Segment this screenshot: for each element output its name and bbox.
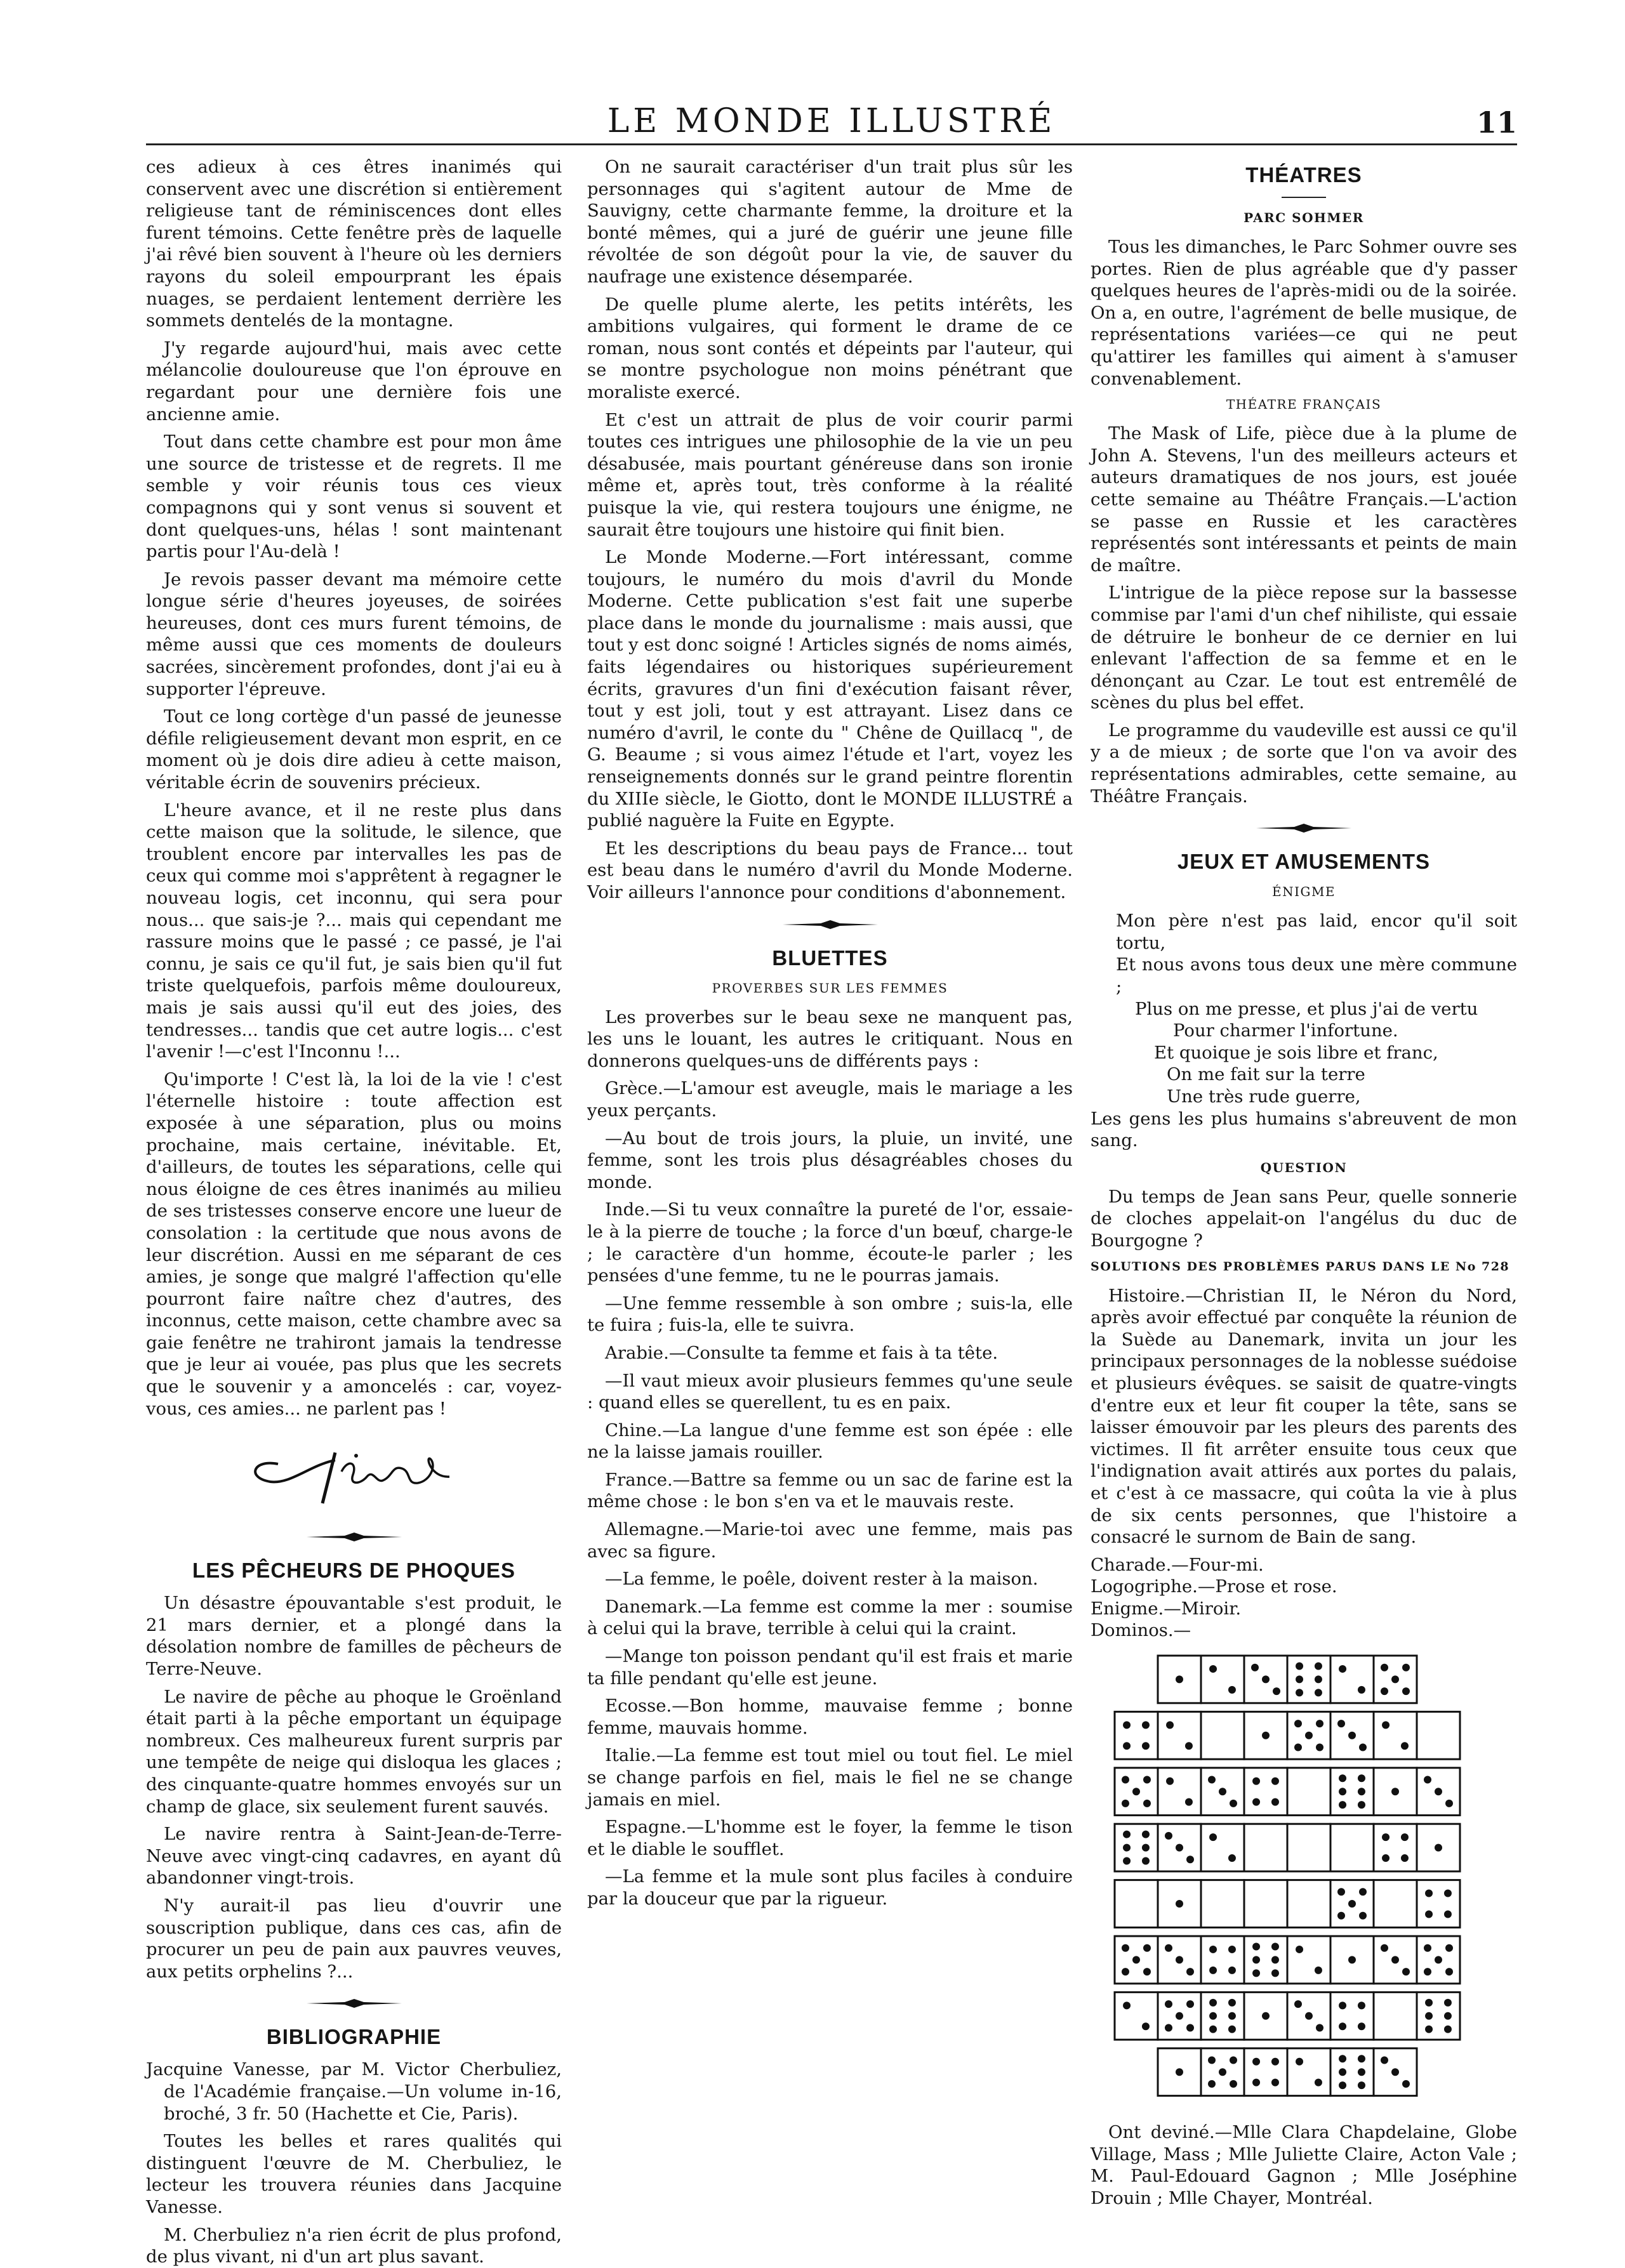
answer-line: Logogriphe.—Prose et rose. (1091, 1576, 1337, 1597)
domino-pip (1296, 1675, 1303, 1683)
paragraph: On ne saurait caractériser d'un trait plus sûr les personnages qui s'agitent autour de Mme de Sauvigny, cette charmante femme, la droiture et la bonté mêmes, qui a juré de guérir une jeune fille révoltée de son dégoût pour la vie, de sauver du naufrage une existence désemparée. (587, 157, 1073, 287)
enigme-poem (1091, 910, 1517, 1152)
domino-pip (1186, 1968, 1194, 1975)
domino-pip (1209, 1946, 1217, 1953)
domino-pip (1228, 1967, 1236, 1974)
paragraph: Tout dans cette chambre est pour mon âme une source de tristesse et de regrets. Il me semble y voir réunis tous ces vieux compagnons qui y sont venus si souvent et dont quelques-uns, hélas ! sont maintenant partis pour l'Au-delà ! (146, 432, 562, 562)
domino-pip (1339, 2001, 1346, 2009)
domino-cell (1201, 1656, 1244, 1703)
domino-pip (1122, 1968, 1129, 1975)
paragraph: N'y aurait-il pas lieu d'ouvrir une souscription publique, dans ces cas, afin de procurer un peu de pain aux pauvres veuves, aux petits orphelins ?... (146, 1895, 562, 1982)
column-3 (1091, 156, 1517, 2212)
section-ornament (1091, 822, 1517, 833)
domino-grid (1102, 1649, 1483, 2113)
domino-pip (1123, 2001, 1131, 2009)
domino-pip (1315, 2079, 1322, 2087)
domino-pip (1271, 1969, 1279, 1977)
domino-pip (1252, 1777, 1260, 1785)
domino-pip (1339, 2022, 1346, 2030)
domino-cell (1287, 2048, 1330, 2096)
paragraph: Les proverbes sur le beau sexe ne manquent pas, les uns le louant, les autres le critiquant. Nous en donnerons quelques-uns de différents pays : (587, 1006, 1073, 1071)
answer-line: Dominos.— (1091, 1620, 1191, 1641)
domino-pip (1339, 1801, 1346, 1809)
proverb: —Au bout de trois jours, la pluie, un invité, une femme, sont les trois plus désagréables choses du monde. (587, 1128, 1073, 1192)
poem-line: Pour charmer l'infortune. (1173, 1020, 1398, 1041)
domino-pip (1305, 2012, 1313, 2020)
section-title-bluettes: BLUETTES (772, 946, 888, 970)
domino-pip (1444, 1911, 1452, 1918)
domino-pip (1337, 1912, 1345, 1920)
domino-pip (1228, 1999, 1236, 2007)
paragraph: Le Monde Moderne.—Fort intéressant, comme toujours, le numéro du mois d'avril du Monde Moderne. Cette publication s'est fait une superbe place dans le monde du journalisme : mais aussi, que tout y est donc soigné ! Articles signés de noms aimés, faits légendaires ou historiques supérieurement écrits, gravures d'un fini d'exécution faisant rêver, tout y est joli, tout y est attrayant. Lisez dans ce numéro d'avril, le conte du " Chêne de Quillacq ", de G. Beaume ; si vous aimez l'étude et l'art, voyez les renseignements donnés sur le grand peintre florentin du XIIIe siècle, le Giotto, dont le MONDE ILLUSTRÉ a publié naguère la Fuite en Egypte. (587, 547, 1073, 831)
domino-pip (1381, 2057, 1388, 2064)
section-title-theatres: THÉATRES (1245, 163, 1362, 187)
section-title-bibliographie: BIBLIOGRAPHIE (266, 2025, 442, 2049)
section-ornament (146, 1998, 562, 2008)
poem-line: On me fait sur la terre (1167, 1064, 1365, 1085)
proverb: Danemark.—La femme est comme la mer : soumise à celui qui la brave, terrible à celui qui la craint. (587, 1596, 1073, 1639)
domino-pip (1445, 1800, 1453, 1807)
domino-pip (1166, 1721, 1174, 1729)
domino-pip (1445, 1968, 1453, 1975)
domino-pip (1271, 1777, 1279, 1785)
domino-pip (1262, 1675, 1270, 1683)
domino-pip (1209, 1665, 1217, 1673)
paragraph: Le navire de pêche au phoque le Groënland était parti à la pêche emportant un équipage nombreux. Ces malheureux furent surpris par une tempête de neige qui disloqua les glaces ; des cinquante-quatre hommes envoyés sur un champ de glace, six seulement furent sauvés. (146, 1686, 562, 1817)
domino-pip (1444, 2012, 1452, 2020)
domino-pip (1425, 1999, 1433, 2007)
domino-pip (1228, 2012, 1236, 2020)
domino-pip (1176, 2068, 1183, 2076)
bibliography-entry: Jacquine Vanesse, par M. Victor Cherbuliez, de l'Académie française.—Un volume in-16, broché, 3 fr. 50 (Hachette et Cie, Paris). (146, 2059, 562, 2124)
domino-cell (1417, 1711, 1460, 1759)
paragraph: Le navire rentra à Saint-Jean-de-Terre-Neuve avec vingt-cinq cadavres, en ayant dû abandonner vingt-trois. (146, 1824, 562, 1889)
domino-pip (1358, 1801, 1365, 1809)
domino-cell (1287, 1768, 1330, 1816)
domino-pip (1382, 1833, 1390, 1841)
domino-cell (1115, 1824, 1158, 1871)
domino-pip (1316, 1744, 1323, 1751)
domino-pip (1165, 1944, 1172, 1952)
domino-pip (1186, 2024, 1194, 2032)
domino-pip (1122, 1800, 1129, 1807)
domino-pip (1315, 1675, 1322, 1683)
domino-pip (1176, 2012, 1183, 2020)
domino-cell (1287, 1824, 1330, 1871)
domino-pip (1273, 1687, 1280, 1695)
domino-pip (1425, 2012, 1433, 2020)
domino-pip (1230, 1800, 1237, 1807)
domino-pip (1444, 2026, 1452, 2033)
poem-line: Et quoique je sois libre et franc, (1154, 1042, 1438, 1063)
domino-pip (1391, 1675, 1399, 1683)
domino-pip (1294, 1744, 1302, 1751)
paragraph: Et les descriptions du beau pays de France... tout est beau dans le numéro d'avril du Monde Moderne. Voir ailleurs l'annonce pour conditions d'abonnement. (587, 838, 1073, 902)
domino-cell (1201, 1936, 1244, 1984)
domino-pip (1219, 2068, 1226, 2076)
domino-pip (1425, 2026, 1433, 2033)
domino-cell (1374, 1824, 1417, 1871)
poem-line: Mon père n'est pas laid, encor qu'il soit tortu, (1116, 911, 1517, 953)
domino-pip (1142, 1857, 1150, 1865)
domino-cell (1287, 1880, 1330, 1928)
domino-pip (1402, 2080, 1410, 2088)
domino-pip (1176, 1956, 1183, 1963)
domino-cell (1244, 1880, 1287, 1928)
domino-pip (1143, 1800, 1151, 1807)
poem-line: Et nous avons tous deux une mère commune ; (1116, 954, 1517, 998)
paragraph: Du temps de Jean sans Peur, quelle sonnerie de cloches appelait-on l'angélus du duc de Bourgogne ? (1091, 1186, 1517, 1251)
paragraph: The Mask of Life, pièce due à la plume de John A. Stevens, l'un des meilleurs acteurs et auteurs dramatiques de nos jours, est jouée cette semaine au Théâtre Français.—L'action se passe en Russie et les caractères représentés sont intéressants et peints de main de maître. (1091, 423, 1517, 576)
domino-pip (1209, 1999, 1217, 2007)
domino-pip (1123, 1721, 1131, 1729)
domino-cell (1201, 1880, 1244, 1928)
proverb: Inde.—Si tu veux connaître la pureté de l'or, essaie-le à la pierre de touche ; la force d'un bœuf, charge-le ; le caractère d'un homme, écoute-le parler ; les pensées d'une femme, tu ne le pourras jamais. (587, 1199, 1073, 1286)
proverb: Italie.—La femme est tout miel ou tout fiel. Le miel se change parfois en fiel, mais le fiel ne se change jamais en miel. (587, 1745, 1073, 1810)
proverb: Espagne.—L'homme est le foyer, la femme le tison et le diable le soufflet. (587, 1817, 1073, 1859)
proverb: Allemagne.—Marie-toi avec une femme, mais pas avec sa figure. (587, 1519, 1073, 1562)
proverb: Chine.—La langue d'une femme est son épée : elle ne la laisse jamais rouiller. (587, 1420, 1073, 1463)
domino-pip (1435, 1844, 1442, 1852)
domino-pip (1359, 1888, 1367, 1895)
domino-pip (1424, 1776, 1431, 1784)
domino-pip (1252, 1969, 1260, 1977)
domino-cell (1201, 1992, 1244, 2040)
domino-pip (1142, 1742, 1150, 1750)
paragraph: L'intrigue de la pièce repose sur la bassesse commise par l'ami d'un chef nihiliste, qui essaie de détruire le bonheur de ce dernier en lui enlevant l'affection de sa femme et en le dénonçant au Czar. Le tout est entremêlé de scènes du plus bel effet. (1091, 583, 1517, 713)
domino-pip (1402, 1968, 1410, 1975)
domino-pip (1358, 2022, 1365, 2030)
domino-pip (1230, 2080, 1237, 2088)
domino-pip (1123, 1844, 1131, 1852)
domino-pip (1123, 1857, 1131, 1865)
domino-pip (1296, 2058, 1303, 2066)
poem-line: Plus on me presse, et plus j'ai de vertu (1135, 998, 1478, 1019)
proverb: —Il vaut mieux avoir plusieurs femmes qu'une seule : quand elles se querellent, tu es en paix. (587, 1370, 1073, 1413)
domino-pip (1123, 1742, 1131, 1750)
domino-pip (1445, 1944, 1453, 1952)
domino-cell (1115, 1711, 1158, 1759)
domino-cell (1374, 1880, 1417, 1928)
domino-pip (1262, 2012, 1270, 2020)
domino-pip (1176, 1844, 1183, 1852)
section-title-jeux: JEUX ET AMUSEMENTS (1177, 850, 1431, 874)
domino-pip (1339, 1774, 1346, 1782)
domino-pip (1209, 2012, 1217, 2020)
domino-pip (1348, 1900, 1356, 1908)
domino-pip (1185, 1742, 1193, 1750)
domino-pip (1252, 2058, 1260, 2066)
domino-pip (1294, 1720, 1302, 1727)
domino-pip (1123, 1831, 1131, 1838)
answer-line: Charade.—Four-mi. (1091, 1554, 1264, 1575)
domino-pip (1186, 2000, 1194, 2008)
domino-pip (1228, 2026, 1236, 2033)
domino-pip (1339, 2068, 1346, 2076)
subheading-parc-sohmer: PARC SOHMER (1244, 210, 1364, 225)
section-ornament (587, 919, 1073, 929)
domino-pip (1424, 1944, 1431, 1952)
domino-pip (1228, 1854, 1236, 1862)
domino-pip (1209, 1833, 1217, 1841)
domino-cell (1158, 1711, 1201, 1759)
domino-pip (1271, 1956, 1279, 1963)
domino-pip (1208, 1776, 1216, 1784)
domino-pip (1358, 1774, 1365, 1782)
section-subtitle-proverbes: PROVERBES SUR LES FEMMES (712, 980, 948, 996)
paragraph: De quelle plume alerte, les petits intérêts, les ambitions vulgaires, qui forment le drame de ce roman, nous sont contés et dépeints par l'auteur, qui se montre psychologue non moins pénétrant que moraliste exercé. (587, 294, 1073, 402)
domino-pip (1143, 1944, 1151, 1952)
domino-pip (1176, 1675, 1183, 1683)
domino-pip (1402, 1664, 1410, 1671)
domino-pip (1339, 1788, 1346, 1795)
domino-pip (1296, 1689, 1303, 1696)
domino-pip (1271, 1798, 1279, 1806)
domino-cell (1374, 1992, 1417, 2040)
domino-pip (1252, 1798, 1260, 1806)
domino-pip (1186, 1856, 1194, 1863)
domino-pip (1143, 1968, 1151, 1975)
domino-pip (1358, 2001, 1365, 2009)
domino-pip (1358, 2055, 1365, 2062)
domino-pip (1315, 1689, 1322, 1696)
domino-pip (1358, 1686, 1365, 1694)
proverb: —Une femme ressemble à son ombre ; suis-la, elle te fuira ; fuis-la, elle te suivra. (587, 1293, 1073, 1336)
domino-pip (1166, 1777, 1174, 1785)
subheading-question: QUESTION (1260, 1159, 1348, 1175)
domino-pip (1142, 1831, 1150, 1838)
domino-pip (1358, 2081, 1365, 2089)
domino-pip (1208, 2057, 1216, 2064)
domino-cell (1374, 1711, 1417, 1759)
domino-pip (1391, 1788, 1399, 1795)
domino-pip (1230, 2057, 1237, 2064)
domino-pip (1382, 1854, 1390, 1862)
domino-pip (1425, 1890, 1433, 1897)
paragraph: ces adieux à ces êtres inanimés qui conservent avec une discrétion si entièrement religieuse tant de réminiscences dont elles furent témoins. Cette fenêtre près de laquelle j'ai rêvé bien souvent à l'heure où les derniers rayons du soleil empourprant les épais nuages, se perdaient lentement derrière les sommets dentelés de la montagne. (146, 157, 562, 331)
domino-pip (1271, 2079, 1279, 2087)
domino-pip (1401, 1833, 1409, 1841)
domino-cell (1244, 1824, 1287, 1871)
domino-pip (1296, 1946, 1303, 1953)
domino-pip (1444, 1999, 1452, 2007)
column-1 (146, 156, 562, 2267)
domino-cell (1287, 1936, 1330, 1984)
domino-pip (1176, 1900, 1183, 1908)
domino-pip (1132, 1956, 1140, 1963)
domino-pip (1316, 1720, 1323, 1727)
domino-cell (1417, 1992, 1460, 2040)
domino-pip (1165, 1832, 1172, 1840)
paragraph: Je revois passer devant ma mémoire cette longue série d'heures joyeuses, de soirées heureuses, dont ces murs furent témoins, de même aussi que ces moments de douleurs sacrées, sincèrement profondes, dont j'ai eu à supporter l'épreuve. (146, 569, 562, 699)
header-rule (146, 143, 1517, 145)
proverb: —Mange ton poisson pendant qu'il est frais et marie ta fille pendant qu'elle est jeune. (587, 1646, 1073, 1689)
domino-pip (1339, 2055, 1346, 2062)
domino-pip (1251, 1664, 1259, 1671)
section-title-phoques: LES PÊCHEURS DE PHOQUES (192, 1559, 515, 1583)
domino-pip (1348, 1956, 1356, 1963)
page-number: 11 (1476, 105, 1517, 140)
domino-pip (1165, 2024, 1172, 2032)
domino-cell (1158, 1768, 1201, 1816)
domino-cell (1417, 1880, 1460, 1928)
domino-cell (1115, 1992, 1158, 2040)
domino-pip (1339, 1665, 1346, 1673)
domino-pip (1358, 1788, 1365, 1795)
subheading-enigme: ÉNIGME (1271, 884, 1336, 900)
domino-pip (1316, 2024, 1323, 2032)
newspaper-title: LE MONDE ILLUSTRÉ (607, 102, 1056, 140)
paragraph: Le programme du vaudeville est aussi ce qu'il y a de mieux ; de sorte que l'on va avoir des représentations admirables, cette semaine, au Théâtre Français. (1091, 720, 1517, 807)
short-rule (1282, 197, 1326, 198)
paragraph: Tous les dimanches, le Parc Sohmer ouvre ses portes. Rien de plus agréable que d'y passer quelques heures de l'après-midi ou de la soirée. On a, en outre, l'agrément de belle musique, de représentations variées—ce qui ne peut qu'attirer les familles qui aiment à s'amuser convenablement. (1091, 237, 1517, 389)
paragraph: Un désastre épouvantable s'est produit, le 21 mars dernier, et a plongé dans la désolation nombre de familles de pêcheurs de Terre-Neuve. (146, 1593, 562, 1680)
domino-pip (1296, 1663, 1303, 1670)
domino-pip (1401, 1854, 1409, 1862)
domino-pip (1444, 1890, 1452, 1897)
domino-pip (1228, 1686, 1236, 1694)
domino-pip (1391, 2068, 1399, 2076)
paragraph: Histoire.—Christian II, le Néron du Nord, après avoir effectué par conquête la réunion de la Suède au Danemark, invita un jour les principaux personnages de la noblesse suédoise et plusieurs évêques. se saisit de quatre-vingts d'entre eux et leur fit couper la tête, sans se laisser émouvoir par les pleurs des parents des victimes. Il fit arrêter ensuite tous ceux que l'indignation avait attirés aux portes du palais, et c'est à ce massacre, qui coûta la vie à plus de six cents personnes, que l'histoire a consacré le surnom de Bain de sang. (1091, 1285, 1517, 1548)
poem-line: Les gens les plus humains s'abreuvent de mon sang. (1091, 1108, 1517, 1151)
proverb: Arabie.—Consulte ta femme et fais à ta tête. (605, 1342, 998, 1363)
domino-pip (1402, 1687, 1410, 1695)
paragraph: M. Cherbuliez n'a rien écrit de plus profond, de plus vivant, ni d'un art plus savant. (146, 2224, 562, 2267)
domino-pip (1337, 1888, 1345, 1895)
domino-pip (1381, 1944, 1388, 1952)
domino-pip (1208, 2080, 1216, 2088)
domino-pip (1305, 1732, 1313, 1739)
domino-cell (1244, 1936, 1287, 1984)
domino-pip (1165, 2000, 1172, 2008)
paragraph: Qu'importe ! C'est là, la loi de la vie ! c'est l'éternelle histoire : toute affection est exposée à une séparation, plus ou moins prochaine, mais certaine, inévitable. Et, d'ailleurs, de toutes les séparations, celle qui nous éloigne de ces êtres inanimés au milieu de ses tristesses conserve encore une lueur de consolation : la certitude que nous avons de leur discrétion. Aussi en me séparant de ces amies, je songe que malgré l'affection qu'elle pourront faire naître chez d'autres, des inconnus, cette maison, cette chambre avec sa gaie fenêtre ne trahiront jamais la tendresse que je leur ai vouée, pas plus que les secrets que le souvenir y a amoncelés : car, voyez-vous, ces amies... ne parlent pas ! (146, 1069, 562, 1419)
domino-puzzle-diagram (1102, 1649, 1483, 2113)
domino-pip (1315, 1967, 1322, 1974)
domino-pip (1142, 1844, 1150, 1852)
domino-cell (1330, 1656, 1374, 1703)
domino-cell (1330, 1824, 1374, 1871)
domino-pip (1122, 1776, 1129, 1784)
section-ornament (146, 1531, 562, 1541)
domino-pip (1143, 1776, 1151, 1784)
domino-pip (1435, 1956, 1442, 1963)
proverb: Ecosse.—Bon homme, mauvaise femme ; bonne femme, mauvais homme. (587, 1696, 1073, 1738)
domino-pip (1359, 1912, 1367, 1920)
proverb: —La femme et la mule sont plus faciles à conduire par la douceur que par la rigueur. (587, 1866, 1073, 1909)
domino-pip (1271, 1943, 1279, 1951)
signature-ribot (146, 1427, 562, 1516)
domino-pip (1425, 1911, 1433, 1918)
domino-pip (1381, 1687, 1388, 1695)
domino-pip (1359, 1744, 1367, 1751)
paragraph: L'heure avance, et il ne reste plus dans cette maison que la solitude, le silence, que troublent encore par intervalles les pas de ceux qui comme moi s'apprêtent à regagner le nouveau logis, cet inconnu, qui sera pour nous... que sais-je ?... mais qui cependant me rassure moins que le passé ; ce passé, je l'ai connu, je sais ce qu'il fut, je sais bien qu'il fut triste quelquefois, parfois même douloureux, mais je sais aussi qu'il eut des joies, des tendresses... tandis que cet autre logis... c'est l'avenir !—c'est l'Inconnu !... (146, 800, 562, 1062)
paragraph: Toutes les belles et rares qualités qui distinguent l'œuvre de M. Cherbuliez, le lecteur les trouvera réunies dans Jacquine Vanesse. (146, 2131, 562, 2217)
domino-pip (1294, 2000, 1302, 2008)
column-2 (587, 156, 1073, 2212)
domino-cell (1287, 1656, 1330, 1703)
domino-pip (1142, 2022, 1150, 2030)
domino-pip (1142, 1721, 1150, 1729)
domino-pip (1381, 1664, 1388, 1671)
domino-pip (1339, 2081, 1346, 2089)
domino-pip (1185, 1798, 1193, 1806)
domino-cell (1244, 2048, 1287, 2096)
answer-line: Enigme.—Miroir. (1091, 1598, 1242, 1619)
paragraph: Tout ce long cortège d'un passé de jeunesse défile religieusement devant mon esprit, en ce moment où je dois dire adieu à cette maison, véritable écrin de souvenirs précieux. (146, 706, 562, 793)
paragraph: J'y regarde aujourd'hui, mais avec cette mélancolie douloureuse que l'on éprouve en regardant pour une dernière fois une ancienne amie. (146, 338, 562, 425)
domino-pip (1252, 1943, 1260, 1951)
domino-pip (1209, 1967, 1217, 1974)
paragraph: Et c'est un attrait de plus de voir courir parmi toutes ces intrigues une philosophie de la vie un peu désabusée, mais pourtant généreuse dans son ironie même et, après tout, très conforme à la réalité puisque la vie, qui restera toujours une énigme, ne saurait être toujours une histoire qui finit bien. (587, 409, 1073, 540)
domino-pip (1382, 1721, 1390, 1729)
domino-pip (1435, 1788, 1442, 1795)
domino-cell (1330, 1768, 1374, 1816)
domino-pip (1209, 2026, 1217, 2033)
domino-cell (1244, 1768, 1287, 1816)
proverb: France.—Battre sa femme ou un sac de farine est la même chose : le bon s'en va et le mauvais reste. (587, 1469, 1073, 1512)
proverb: —La femme, le poêle, doivent rester à la maison. (605, 1569, 1038, 1590)
domino-pip (1252, 1956, 1260, 1963)
domino-pip (1348, 1732, 1356, 1739)
proverb: Grèce.—L'amour est aveugle, mais le mariage a les yeux perçants. (587, 1078, 1073, 1121)
domino-cell (1330, 2048, 1374, 2096)
subheading-theatre-francais: THÉATRE FRANÇAIS (1226, 397, 1382, 412)
domino-pip (1262, 1732, 1270, 1739)
domino-cell (1330, 1992, 1374, 2040)
domino-pip (1358, 2068, 1365, 2076)
domino-cell (1201, 1824, 1244, 1871)
domino-cell (1201, 1711, 1244, 1759)
domino-pip (1271, 2058, 1279, 2066)
masthead (146, 103, 1517, 140)
domino-pip (1122, 1944, 1129, 1952)
domino-pip (1252, 2079, 1260, 2087)
domino-pip (1132, 1788, 1140, 1795)
domino-cell (1115, 1880, 1158, 1928)
domino-pip (1401, 1742, 1409, 1750)
poem-line: Une très rude guerre, (1167, 1086, 1361, 1107)
domino-pip (1228, 1946, 1236, 1953)
subheading-solutions: SOLUTIONS DES PROBLÈMES PARUS DANS LE No 728 (1091, 1259, 1510, 1274)
signature-image (240, 1427, 468, 1510)
domino-pip (1424, 1968, 1431, 1975)
domino-pip (1315, 1663, 1322, 1670)
domino-pip (1219, 1788, 1226, 1795)
domino-pip (1391, 1956, 1399, 1963)
ont-devine: Ont deviné.—Mlle Clara Chapdelaine, Globe Village, Mass ; Mlle Juliette Claire, Acton Vale ; M. Paul-Edouard Gagnon ; Mlle Joséphine Drouin ; Mlle Chayer, Montréal. (1091, 2122, 1517, 2208)
domino-pip (1337, 1720, 1345, 1727)
